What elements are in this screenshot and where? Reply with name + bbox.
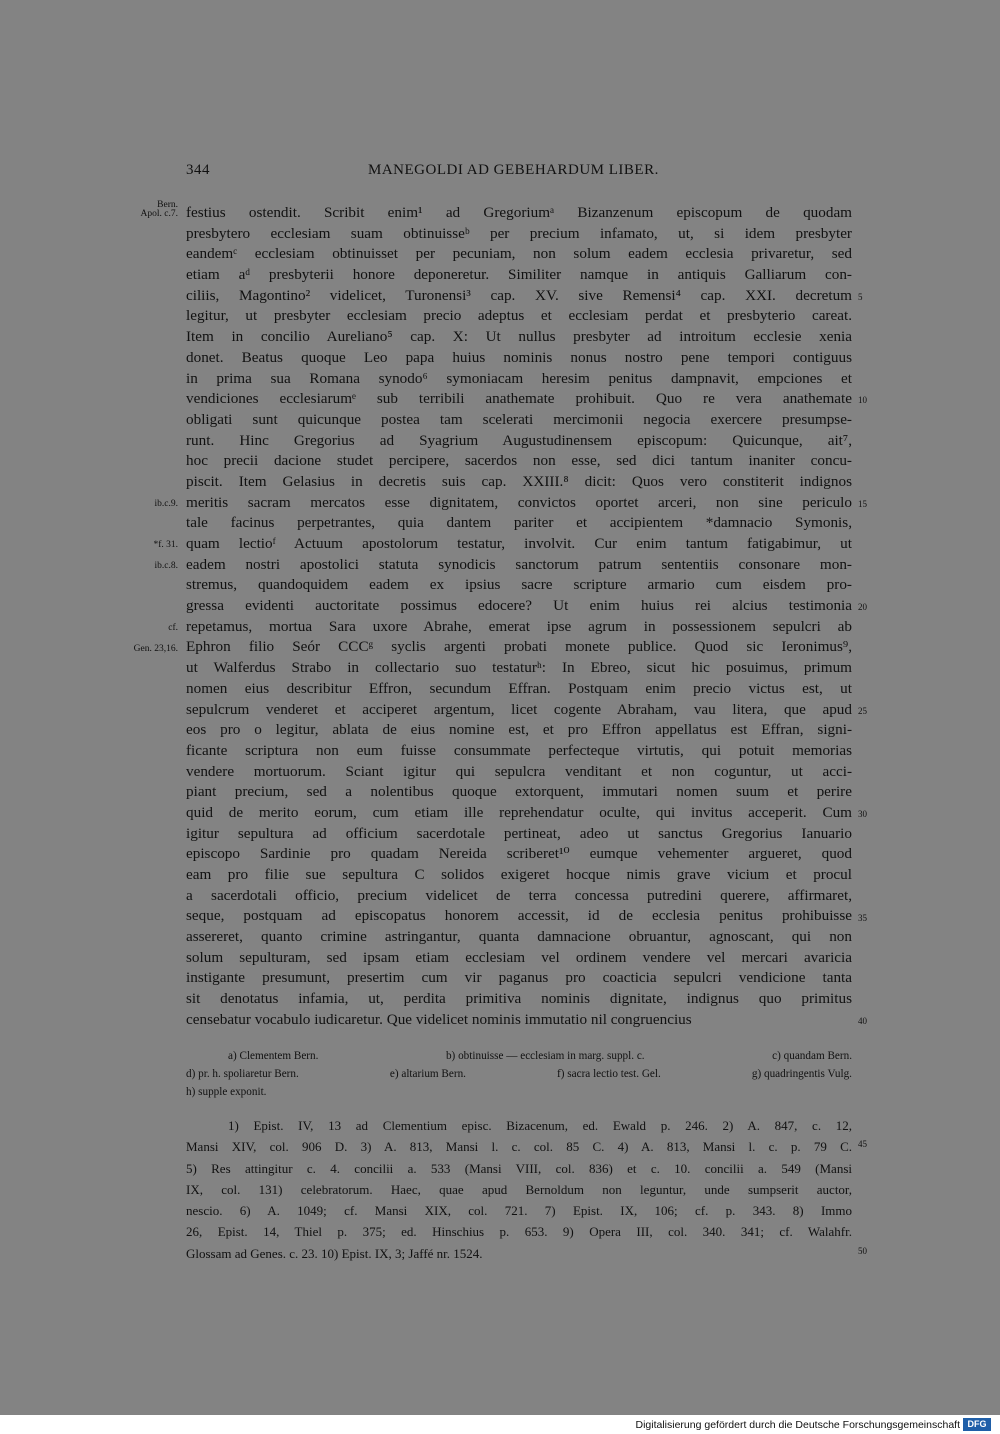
line-number: 40 [858,1016,867,1027]
margin-reference: Bern. [157,200,178,210]
footnote-line: 5) Res attingitur c. 4. concilii a. 533 (Mansi VIII, col. 836) et c. 10. concilii a. 549 (Mansi [186,1160,852,1176]
text-line: eam pro filie sue sepultura C solidos exigeret hocque nimis grave vicium et procul [186,866,852,883]
text-line: meritis sacram mercatos esse dignitatem, convictos oportet arceri, non sine periculo [186,493,852,511]
variant-note: f) sacra lectio test. Gel. [557,1068,661,1080]
footnote-line: 26, Epist. 14, Thiel p. 375; ed. Hinschius p. 653. 9) Opera III, col. 340. 341; cf. Walahfr. [186,1224,852,1240]
variant-note: a) Clementem Bern. [228,1050,319,1062]
text-line: vendere mortuorum. Sciant igitur qui sepulcra venditant et non coguntur, ut acci- [186,762,852,780]
text-line: solum sepulturam, sed ipsam etiam ecclesiam vel ordinem vendere vel mercari avaricia [186,948,852,966]
variant-note-row [186,1047,852,1065]
variant-note: d) pr. h. spoliaretur Bern. [186,1068,299,1080]
text-line: ciliis, Magontino² videlicet, Turonensi³ cap. XV. sive Remensi⁴ cap. XXI. decretum [186,286,852,304]
variant-note: b) obtinuisse — ecclesiam in marg. suppl. c. [445,1050,645,1062]
margin-reference: Apol. c.7. [140,209,178,219]
text-line: a sacerdotali officio, precium videlicet de terra concessa putredini querere, affirmaret, [186,886,852,904]
text-line: instigante presumunt, presertim cum vir paganus pro coacticia sepulcri vendicione tanta [186,969,852,987]
line-number: 50 [858,1245,867,1256]
margin-reference: ib.c.9. [154,498,178,509]
running-title: MANEGOLDI AD GEBEHARDUM LIBER. [368,162,659,178]
funding-credit: Digitalisierung gefördert durch die Deutsche Forschungsgemeinschaft [635,1419,960,1431]
footnote-line: Glossam ad Genes. c. 23. 10) Epist. IX, 3; Jaffé nr. 1524. [186,1245,483,1261]
footnote-line: nescio. 6) A. 1049; cf. Mansi XIX, col. 721. 7) Epist. IX, 106; cf. p. 343. 8) Immo [186,1203,852,1219]
text-line: seque, postquam ad episcopatus honorem accessit, id de ecclesia penitus prohibuisse [186,907,852,925]
text-line: presbytero ecclesiam suam obtinuisseᵇ per precium infamato, ut, si idem presbyter [186,224,852,242]
line-number: 35 [858,912,867,923]
variant-note-row [186,1083,852,1101]
text-line: censebatur vocabulo iudicaretur. Que videlicet nominis immutatio nil congruencius [186,1010,692,1028]
text-line: repetamus, mortua Sara uxore Abrahe, emerat ipse agrum in possessionem sepulcri ab [186,617,852,635]
variant-note-row [186,1065,852,1083]
margin-reference: Gen. 23,16. [133,643,178,654]
text-line: sit denotatus infamia, ut, perdita primitiva nominis dignitate, indignus quo primitus [186,990,852,1008]
footnote-line: IX, col. 131) celebratorum. Haec, quae apud Bernoldum non leguntur, unde sumpserit auctor, [186,1181,852,1197]
text-line: eadem nostri apostolici statuta synodicis sanctorum patrum sententiis consonare mon- [186,555,852,573]
text-line: festius ostendit. Scribit enim¹ ad Gregoriumᵃ Bizanzenum episcopum de quodam [186,204,852,221]
text-line: episcopo Sardinie pro quadam Nereida scriberet¹⁰ eumque vehementer argueret, quod [186,845,852,863]
margin-reference: ib.c.8. [154,560,178,571]
line-number: 10 [858,395,867,406]
text-line: quid de merito eorum, cum etiam ille reprehendatur oculte, qui invitus acceperit. Cum [186,803,852,821]
dfg-logo: DFG [963,1418,991,1431]
text-line: ficante scriptura non eum fuisse consummate perfecteque virtutis, qui potuit memorias [186,741,852,759]
text-line: legitur, ut presbyter ecclesiam precio adeptus et ecclesiam perdat et presbyterio careat. [186,307,852,325]
footnote-line: Mansi XIV, col. 906 D. 3) A. 813, Mansi l. c. col. 85 C. 4) A. 813, Mansi l. c. p. 79 C. [186,1139,852,1155]
text-line: nomen eius describitur Effron, secundum Effran. Postquam enim precio victus est, ut [186,679,852,697]
line-number: 5 [858,291,863,302]
variant-notes [186,1047,852,1101]
variant-note: c) quandam Bern. [772,1050,852,1062]
line-number: 30 [858,809,867,820]
text-line: in prima sua Romana synodo⁶ symoniacam heresim penitus dampnavit, empciones et [186,369,852,387]
text-line: etiam aᵈ presbyterii honore deponeretur. Similiter namque in antiquis Galliarum con- [186,266,852,284]
text-line: tale facinus perpetrantes, quia dantem pariter et accipientem *damnacio Symonis, [186,514,852,532]
text-line: gressa evidenti auctoritate possimus edocere? Ut enim huius rei alcius testimonia [186,597,852,615]
text-line: eos pro o legitur, ablata de eius nomine est, et pro Effron appellatus est Effran, signi- [186,721,852,739]
footnote-line: 1) Epist. IV, 13 ad Clementium episc. Bizacenum, ed. Ewald p. 246. 2) A. 847, c. 12, [228,1118,852,1133]
footnotes [186,1115,852,1264]
variant-note: h) supple exponit. [186,1086,267,1098]
line-number: 45 [858,1139,867,1149]
text-line: piscit. Item Gelasius in decretis suis cap. XXIII.⁸ dicit: Quos vero constiterit indignos [186,472,852,490]
text-line: igitur sepultura ad officium sacerdotale pertineat, adeo ut sanctus Gregorius Ianuario [186,824,852,842]
margin-reference: *f. 31. [153,540,178,551]
text-line: quam lectioᶠ Actuum apostolorum testatur, involvit. Cur enim tantum fatigabimur, ut [186,535,852,552]
text-line: Item in concilio Aureliano⁵ cap. X: Ut nullus presbyter ad introitum ecclesie xenia [186,328,852,346]
text-line: piant precium, sed a nolentibus quoque extorquent, immutari nomen suum et perire [186,783,852,801]
text-line: stremus, quandoquidem eadem ex ipsius sacre scripture armario cum eisdem pro- [186,576,852,594]
main-text [186,203,852,1031]
margin-reference: cf. [168,623,178,633]
text-line: eandemᶜ ecclesiam obtinuisset per pecuniam, non solum eadem ecclesia privaretur, sed [186,245,852,263]
variant-note: g) quadringentis Vulg. [751,1068,852,1080]
text-line: vendiciones ecclesiarumᵉ sub terribili anathemate prohibuit. Quo re vera anathemate [186,390,852,408]
line-number: 15 [858,498,867,509]
line-number: 20 [858,602,867,613]
line-number: 25 [858,705,867,716]
text-line: runt. Hinc Gregorius ad Syagrium Augustudinensem episcopum: Quicunque, ait⁷, [186,431,852,449]
page-number: 344 [186,162,210,178]
text-line: sepulcrum venderet et acciperet argentum, licet cogente Abraham, vau litera, que apud [186,700,852,718]
text-line: donet. Beatus quoque Leo papa huius nominis nonus nostro pene tempori contiguus [186,348,852,366]
text-line: assereret, quanto crimine astringantur, quanta damnacione obruantur, agnoscant, qui non [186,928,852,946]
text-line: hoc precii dacione studet percipere, sacerdos non esse, sed dici tantum inaniter concu- [186,452,852,470]
text-line: ut Walferdus Strabo in collectario suo testaturʰ: In Ebreo, sicut hic posuimus, primum [186,659,852,677]
text-line: Ephron filio Seór CCCᵍ syclis argenti probati monete publice. Quod sic Ieronimus⁹, [186,638,852,656]
variant-note: e) altarium Bern. [389,1068,466,1080]
text-line: obligati sunt quicunque postea tam scelerati mercimonii negocia exercere presumpse- [186,410,852,428]
